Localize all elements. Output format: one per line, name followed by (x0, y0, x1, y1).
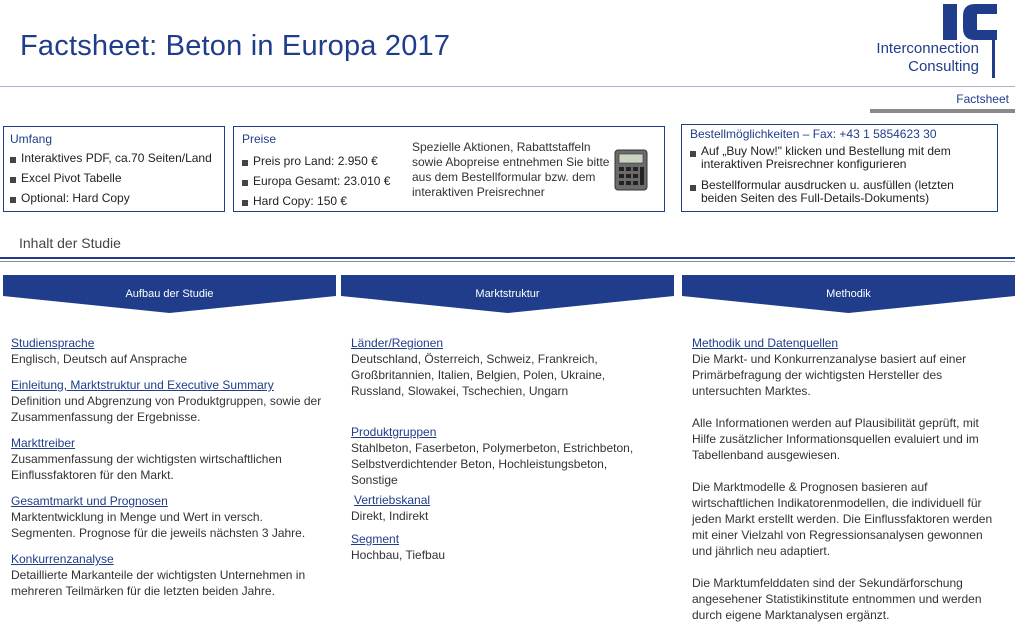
preise-title: Preise (242, 132, 277, 146)
section-text: Stahlbeton, Faserbeton, Polymerbeton, Estrichbeton, Selbstverdichtender Beton, Hochleistungsbeton, Sonstige (351, 441, 634, 487)
section-text: Alle Informationen werden auf Plausibilität geprüft, mit Hilfe zusätzlicher Informationsquellen evaluiert und im Tabellenband ausgewiesen. (692, 416, 979, 462)
bestell-item: Auf „Buy Now!" klicken und Bestellung mit dem interaktiven Preisrechner konfigurieren (690, 145, 989, 171)
section-divider (0, 257, 1015, 259)
section-link-laender[interactable]: Länder/Regionen (351, 336, 444, 350)
company-logo (851, 4, 1001, 80)
header-divider (0, 86, 1015, 87)
calculator-icon (614, 149, 648, 191)
page-title: Factsheet: Beton in Europa 2017 (20, 30, 451, 62)
tag-underline (870, 109, 1015, 113)
section-text: Die Marktumfelddaten sind der Sekundärforschung angesehener Statistikinstitute entnommen und werden durch eigene Marktanalysen ergänzt. (692, 576, 982, 622)
section-link-produktgruppen[interactable]: Produktgruppen (351, 425, 437, 439)
column-header-label: Aufbau der Studie (125, 288, 214, 300)
column-header-methodik (682, 275, 1015, 313)
preise-box (233, 126, 665, 212)
section-link-markttreiber[interactable]: Markttreiber (11, 436, 76, 450)
section-link-konkurrenzanalyse[interactable]: Konkurrenzanalyse (11, 552, 114, 566)
section-text: Direkt, Indirekt (351, 509, 429, 523)
section-text: Die Marktmodelle & Prognosen basieren auf wirtschaftlichen Indikatorenmodellen, die individuell für jeden Markt erstellt werden. Die Einflussfaktoren werden mit einer Vielzahl von Regressionsanalysen gewonnen und jährlich neu adaptiert. (692, 480, 993, 558)
section-heading: Inhalt der Studie (19, 235, 121, 251)
section-link-einleitung[interactable]: Einleitung, Marktstruktur und Executive Summary (11, 378, 274, 392)
column-header-aufbau (3, 275, 336, 313)
preise-item: Preis pro Land: 2.950 € (242, 154, 402, 169)
section-divider-grey (0, 261, 1015, 262)
umfang-box (3, 126, 225, 212)
bestell-box (681, 124, 998, 212)
section-text: Definition und Abgrenzung von Produktgruppen, sowie der Zusammenfassung der Ergebnisse. (11, 394, 322, 424)
column-header-label: Marktstruktur (475, 288, 540, 300)
bestell-item: Bestellformular ausdrucken u. ausfüllen (letzten beiden Seiten des Full-Details-Dokuments) (690, 179, 989, 205)
section-text: Deutschland, Österreich, Schweiz, Frankreich, Großbritannien, Italien, Belgien, Polen, Ukraine, Russland, Slowakei, Tschechien, Ungarn (351, 352, 606, 398)
column-header-label: Methodik (826, 288, 871, 300)
column-marktstruktur (351, 335, 641, 563)
column-aufbau (11, 335, 327, 599)
bestell-title: Bestellmöglichkeiten – Fax: +43 1 5854623 30 (690, 127, 937, 141)
preise-item: Hard Copy: 150 € (242, 194, 402, 209)
umfang-item: Interaktives PDF, ca.70 Seiten/Land (10, 151, 218, 166)
section-text: Die Markt- und Konkurrenzanalyse basiert auf einer Primärbefragung der wichtigsten Hersteller des untersuchten Marktes. (692, 352, 967, 398)
logo-text-line1: Interconnection (876, 40, 979, 57)
umfang-item: Excel Pivot Tabelle (10, 171, 218, 186)
section-text: Hochbau, Tiefbau (351, 548, 446, 562)
section-text: Detaillierte Markanteile der wichtigsten Unternehmen in mehreren Teilmärken für die letzten beiden Jahre. (11, 568, 306, 598)
logo-text-line2: Consulting (908, 58, 979, 75)
preise-note: Spezielle Aktionen, Rabattstaffeln sowie Abopreise entnehmen Sie bitte aus dem Bestellformular bzw. dem interaktiven Preisrechner (412, 140, 610, 199)
ic-logo-mark (939, 4, 1001, 40)
column-methodik (692, 335, 997, 623)
umfang-item: Optional: Hard Copy (10, 191, 218, 206)
section-text: Marktentwicklung in Menge und Wert in versch. Segmenten. Prognose für die jeweils nächsten 3 Jahre. (11, 510, 306, 540)
section-text: Englisch, Deutsch auf Ansprache (11, 352, 188, 366)
section-link-segment[interactable]: Segment (351, 532, 400, 546)
section-link-studiensprache[interactable]: Studiensprache (11, 336, 95, 350)
section-link-vertriebskanal[interactable]: Vertriebskanal (354, 493, 431, 507)
factsheet-tag: Factsheet (956, 92, 1009, 106)
section-text: Zusammenfassung der wichtigsten wirtschaftlichen Einflussfaktoren für den Markt. (11, 452, 282, 482)
umfang-title: Umfang (10, 132, 53, 146)
section-link-methodik[interactable]: Methodik und Datenquellen (692, 336, 839, 350)
column-header-marktstruktur (341, 275, 674, 313)
section-link-gesamtmarkt[interactable]: Gesamtmarkt und Prognosen (11, 494, 168, 508)
preise-item: Europa Gesamt: 23.010 € (242, 174, 402, 189)
logo-bar (992, 40, 995, 78)
